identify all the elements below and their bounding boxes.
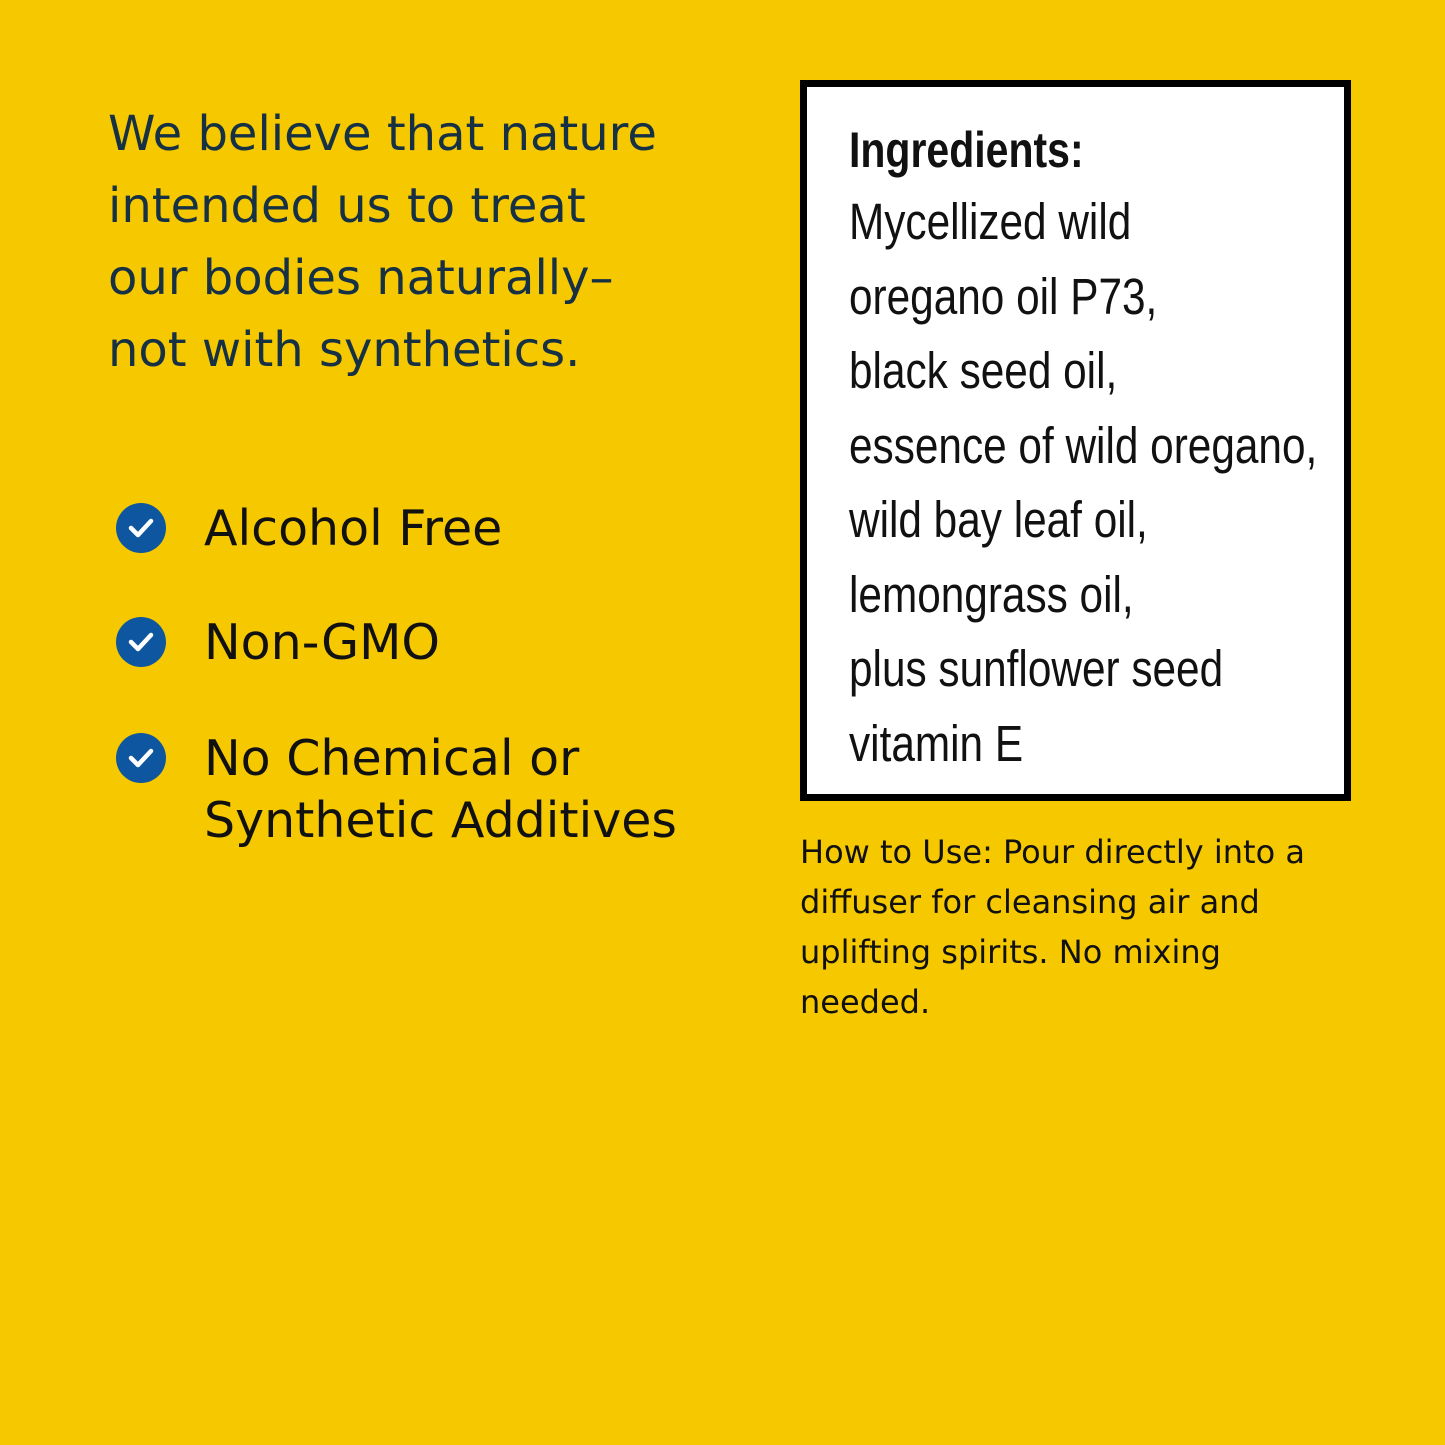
feature-label-line: Non-GMO [204, 614, 440, 671]
check-circle-icon [116, 733, 166, 783]
feature-label [204, 728, 677, 852]
check-circle-icon [116, 503, 166, 553]
ingredient-line: oregano oil P73, [849, 267, 1158, 325]
check-circle-icon [116, 617, 166, 667]
how-to-use-text [800, 827, 1360, 1027]
headline-line: not with synthetics. [108, 322, 581, 378]
ingredients-title: Ingredients: [849, 122, 1084, 178]
feature-label-line: Synthetic Additives [204, 792, 677, 849]
feature-label-line: Alcohol Free [204, 500, 503, 557]
how-to-use-line: needed. [800, 983, 931, 1021]
ingredient-line: black seed oil, [849, 342, 1118, 399]
ingredient-line: essence of wild oregano, [849, 416, 1318, 474]
headline-line: intended us to treat [108, 178, 586, 234]
ingredients-content [849, 115, 1413, 781]
how-to-use-line: How to Use: Pour directly into a [800, 833, 1305, 871]
ingredient-line: Mycellized wild [849, 193, 1132, 250]
ingredient-line: wild bay leaf oil, [849, 491, 1148, 548]
feature-item-no-additives [116, 728, 716, 852]
headline [108, 98, 708, 386]
feature-list [116, 498, 716, 904]
how-to-use-line: diffuser for cleansing air and [800, 883, 1260, 921]
feature-label-line: No Chemical or [204, 730, 580, 787]
feature-item-alcohol-free [116, 498, 716, 560]
ingredient-line: plus sunflower seed [849, 640, 1224, 697]
ingredient-line: vitamin E [849, 714, 1024, 772]
headline-block [108, 98, 708, 386]
feature-label [204, 498, 502, 560]
feature-item-non-gmo [116, 612, 716, 674]
how-to-use-line: uplifting spirits. No mixing [800, 933, 1221, 971]
feature-label [204, 612, 440, 674]
headline-line: We believe that nature [108, 106, 657, 162]
ingredients-panel [800, 80, 1351, 801]
headline-line: our bodies naturally– [108, 250, 614, 306]
ingredient-line: lemongrass oil, [849, 565, 1134, 623]
